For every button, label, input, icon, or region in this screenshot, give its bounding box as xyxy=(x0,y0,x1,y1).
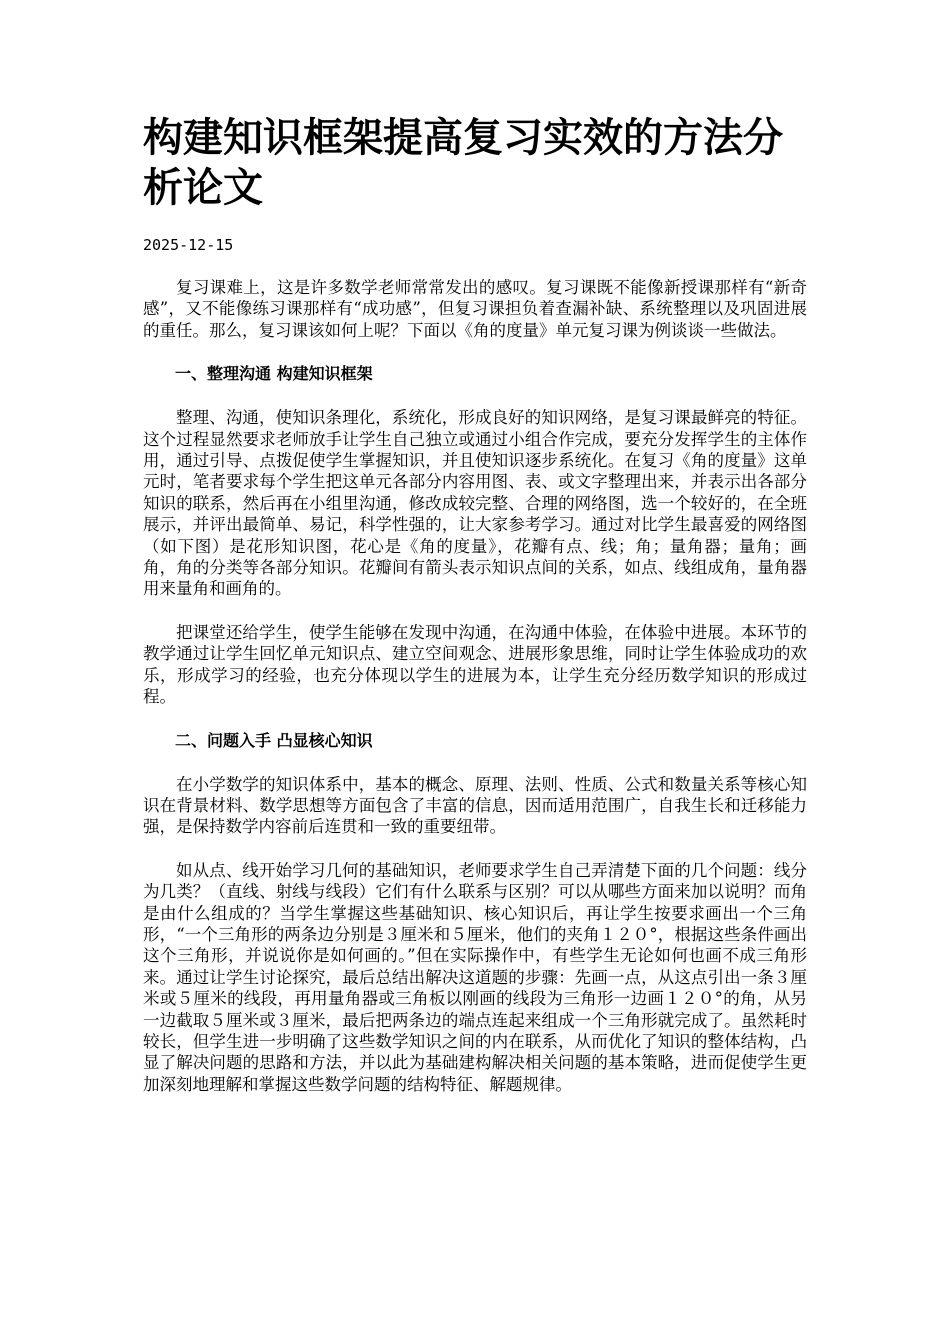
section2-heading: 二、问题入手 凸显核心知识 xyxy=(175,730,373,750)
section1-paragraph-1: 整理、沟通，使知识条理化，系统化，形成良好的知识网络，是复习课最鲜亮的特征。这个过程显然要求老师放手让学生自己独立或通过小组合作完成，要充分发挥学生的主体作用，通过引导、点拨促使学生掌握知识，并且使知识逐步系统化。在复习《角的度量》这单元时，笔者要求每个学生把这单元各部分内容用图、表、或文字整理出来，并表示出各部分知识的联系，然后再在小组里沟通，修改成较完整、合理的网络图，选一个较好的，在全班展示，并评出最简单、易记，科学性强的，让大家参考学习。通过对比学生最喜爱的网络图（如下图）是花形知识图，花心是《角的度量》，花瓣有点、线；角；量角器；量角；画角，角的分类等各部分知识。花瓣间有箭头表示知识点间的关系，如点、线组成角，量角器用来量角和画角的。 xyxy=(143,408,807,599)
document-page xyxy=(143,113,807,1095)
document-date: 2025-12-15 xyxy=(143,236,234,254)
document-title: 构建知识框架提高复习实效的方法分析论文 xyxy=(143,114,783,211)
section1-paragraph-2: 把课堂还给学生，使学生能够在发现中沟通，在沟通中体验，在体验中进展。本环节的教学通过让学生回忆单元知识点、建立空间观念、进展形象思维，同时让学生体验成功的欢乐，形成学习的经验，也充分体现以学生的进展为本，让学生充分经历数学知识的形成过程。 xyxy=(143,622,807,707)
section1-heading: 一、整理沟通 构建知识框架 xyxy=(175,364,373,384)
section2-paragraph-2: 如从点、线开始学习几何的基础知识，老师要求学生自己弄清楚下面的几个问题：线分为几类？（直线、射线与线段）它们有什么联系与区别？可以从哪些方面来加以说明？而角是由什么组成的？当学生掌握这些基础知识、核心知识后，再让学生按要求画出一个三角形，“一个三角形的两条边分别是３厘米和５厘米，他们的夹角１２０°，根据这些条件画出这个三角形，并说说你是如何画的。”但在实际操作中，有些学生无论如何也画不成三角形来。通过让学生讨论探究，最后总结出解决这道题的步骤：先画一点，从这点引出一条３厘米或５厘米的线段，再用量角器或三角板以刚画的线段为三角形一边画１２０°的角，从另一边截取５厘米或３厘米，最后把两条边的端点连起来组成一个三角形就完成了。虽然耗时较长，但学生进一步明确了这些数学知识之间的内在联系，从而优化了知识的整体结构，凸显了解决问题的思路和方法，并以此为基础建构解决相关问题的基本策略，进而促使学生更加深刻地理解和掌握这些数学问题的结构特征、解题规律。 xyxy=(143,860,807,1094)
section2-paragraph-1: 在小学数学的知识体系中，基本的概念、原理、法则、性质、公式和数量关系等核心知识在背景材料、数学思想等方面包含了丰富的信息，因而适用范围广，自我生长和迁移能力强，是保持数学内容前后连贯和一致的重要纽带。 xyxy=(143,774,807,837)
intro-paragraph: 复习课难上，这是许多数学老师常常发出的感叹。复习课既不能像新授课那样有“新奇感”，又不能像练习课那样有“成功感”，但复习课担负着查漏补缺、系统整理以及巩固进展的重任。那么，复习课该如何上呢？下面以《角的度量》单元复习课为例谈谈一些做法。 xyxy=(143,278,807,340)
